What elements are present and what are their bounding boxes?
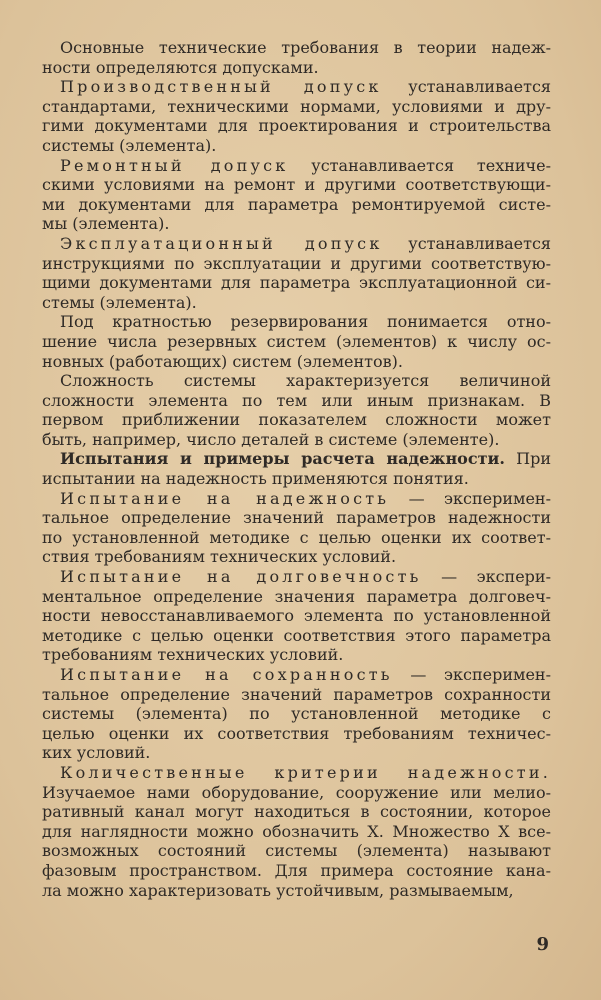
line: методике с целью оценки соответствия этого параметра	[42, 625, 551, 645]
line: тальное определение значений параметров сохранности	[42, 684, 551, 704]
line-text: устанавливается	[381, 77, 551, 97]
line: целью оценки их соответствия требованиям техничес-	[42, 723, 551, 743]
line-text: — экспери-	[421, 567, 551, 587]
line: системы (элемента) по установленной методике с	[42, 704, 551, 724]
page-text	[42, 38, 551, 900]
line: Сложность системы характеризуется величиной	[60, 371, 551, 391]
line: сложности элемента по тем или иным признакам. В	[42, 390, 551, 410]
line-text: — эксперимен-	[392, 665, 551, 684]
line: для наглядности можно обозначить X. Множество X все-	[42, 821, 551, 841]
line: ративный канал могут находиться в состоянии, которое	[42, 802, 551, 822]
line: по установленной методике с целью оценки их соответ-	[42, 527, 551, 547]
line: Под кратностью резервирования понимается отно-	[60, 312, 551, 332]
spaced-term: Испытание на надежность	[60, 488, 390, 508]
line: скими условиями на ремонт и другими соответствующи-	[42, 175, 551, 195]
bold-heading: Испытания и примеры расчета надежности.	[60, 449, 505, 469]
line: ности определяются допусками.	[42, 57, 319, 77]
line: стандартами, техническими нормами, условиями и дру-	[42, 96, 551, 116]
spaced-term: Производственный допуск	[60, 77, 382, 97]
paragraph-11	[42, 763, 551, 900]
spaced-term: Испытание на сохранность	[60, 665, 393, 684]
line: ствия требованиям технических условий.	[42, 547, 397, 567]
line: требованиям технических условий.	[42, 645, 344, 665]
line	[42, 234, 551, 254]
paragraph-5	[42, 312, 551, 371]
line: быть, например, число деталей в системе (элементе).	[42, 429, 500, 449]
line: ности невосстанавливаемого элемента по установленной	[42, 606, 551, 626]
line: ментальное определение значения параметра долговеч-	[42, 586, 551, 606]
spaced-term: Испытание на долговечность	[60, 567, 422, 587]
line: возможных состояний системы (элемента) называют	[42, 841, 551, 861]
paragraph-4	[42, 234, 551, 312]
line-text: При	[504, 449, 552, 469]
line-text: устанавливается техниче-	[288, 155, 552, 175]
line-text: — эксперимен-	[389, 488, 551, 508]
line: шение числа резервных систем (элементов) к числу ос-	[42, 331, 551, 351]
line	[42, 763, 551, 783]
line: фазовым пространством. Для примера состояние кана-	[42, 860, 551, 880]
line: Изучаемое нами оборудование, сооружение или мелио-	[42, 782, 551, 802]
line: стемы (элемента).	[42, 292, 197, 312]
paragraph-7	[42, 449, 551, 488]
spaced-term: Количественные критерии надежности.	[60, 762, 551, 782]
paragraph-6	[42, 371, 551, 449]
paragraph-8	[42, 489, 551, 567]
line	[42, 489, 551, 509]
line	[42, 665, 551, 685]
line	[42, 567, 551, 587]
line: системы (элемента).	[42, 135, 217, 155]
line: новных (работающих) систем (элементов).	[42, 351, 403, 371]
spaced-term: Ремонтный допуск	[60, 155, 289, 175]
paragraph-10	[42, 665, 551, 763]
line: инструкциями по эксплуатации и другими соответствую-	[42, 253, 551, 273]
line: ла можно характеризовать устойчивым, размываемым,	[42, 880, 514, 900]
line: испытании на надежность применяются понятия.	[42, 469, 469, 489]
line: ми документами для параметра ремонтируемой систе-	[42, 194, 551, 214]
line	[42, 449, 551, 469]
paragraph-1	[42, 38, 551, 77]
line: Основные технические требования в теории надеж-	[60, 38, 551, 57]
line: щими документами для параметра эксплуатационной си-	[42, 273, 551, 293]
line: ких условий.	[42, 743, 151, 763]
line	[42, 77, 551, 97]
line: тальное определение значений параметров надежности	[42, 508, 551, 528]
spaced-term: Эксплуатационный допуск	[60, 233, 383, 253]
page-number: 9	[536, 934, 549, 955]
line	[42, 156, 551, 176]
paragraph-2	[42, 77, 551, 155]
paragraph-3	[42, 156, 551, 234]
paragraph-9	[42, 567, 551, 665]
line: гими документами для проектирования и строительства	[42, 116, 551, 136]
line: мы (элемента).	[42, 214, 170, 234]
line-text: устанавливается	[382, 233, 551, 253]
line: первом приближении показателем сложности может	[42, 410, 551, 430]
